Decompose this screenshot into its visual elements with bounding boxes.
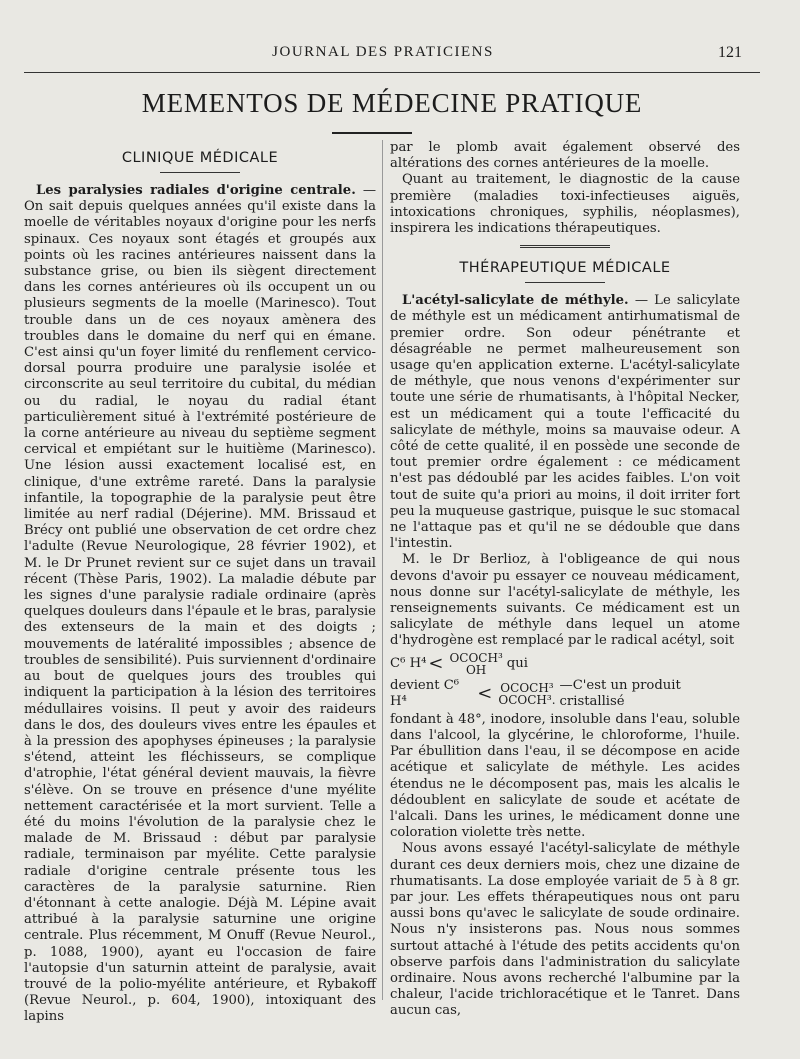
- berlioz-paragraph: M. le Dr Berlioz, à l'obligeance de qui nous devons d'avoir pu essayer ce nouveau médicament, nous donne sur l'acétyl-salicylate de méthyle, les renseignements suivants. Ce médicament est un salicylate de méthyle dans lequel un atome d'hydrogène est remplacé par le radical acétyl, soit: [390, 552, 740, 649]
- column-divider: [382, 140, 383, 1000]
- properties-paragraph: fondant à 48°, inodore, insoluble dans l'eau, soluble dans l'alcool, la glycérine, le chloroforme, l'huile. Par ébullition dans l'eau, il se décompose en acide acétique et salicylate de méthyle. Les acides étendus ne le décomposent pas, mais les alcalis le dédoublent en salicylate de soude et acétate de l'alcali. Dans les urines, le médicament donne une coloration violette très nette.: [390, 711, 740, 841]
- formula-top: OCOCH³: [449, 650, 503, 665]
- formula-bottom: OCOCH³.: [498, 692, 556, 707]
- section-rule: [525, 282, 605, 283]
- left-column: [24, 140, 376, 1026]
- continued-paragraph: par le plomb avait également observé des altérations des cornes antérieures de la moelle.: [390, 140, 740, 172]
- article-body: — On sait depuis quelques années qu'il existe dans la moelle de véritables noyaux d'origine pour les nerfs spinaux. Ces noyaux sont étagés et groupés aux points où les racines antérieures naissent dans la substance grise, ou bien ils siègent directement dans les cornes antérieures où ils occupent un ou plusieurs segments de la moelle (Marinesco). Tout trouble dans un de ces noyaux amènera des troubles dans le domaine du nerf qui en émane. C'est ainsi qu'un foyer limité du renflement cervico-dorsal pourra produire une paralysie isolée et circonscrite au seul territoire du cubital, du médian ou du radial, le noyau du radial étant particulièrement situé à l'extrémité postérieure de la corne antérieure au niveau du septième segment cervical et empiétant sur le huitième (Marinesco). Une lésion aussi exactement localisé est, en clinique, d'une extrême rareté. Dans la paralysie infantile, la topographie de la paralysie peut être limitée au nerf radial (Déjerine). MM. Brissaud et Brécy ont publié une observation de cet ordre chez l'adulte (Revue Neurologique, 28 février 1902), et M. le Dr Prunet revient sur ce sujet dans un travail récent (Thèse Paris, 1902). La maladie débute par les signes d'une paralysie radiale ordinaire (après quelques douleurs dans l'épaule et le bras, paralysie des extenseurs de la main et des doigts ; mouvements de latéralité impossibles ; absence de troubles de sensibilité). Puis surviennent d'ordinaire au bout de quelques jours des troubles qui indiquent la participation à la lésion des territoires médullaires voisins. Il peut y avoir des raideurs dans le dos, des douleurs vives entre les épaules et à la pression des apophyses épineuses ; la paralysie s'étend, atteint les fléchisseurs, se complique d'atrophie, l'état général devient mauvais, la fièvre s'élève. On se trouve en présence d'une myélite nettement caractérisée et la mort survient. Telle a été du moins l'évolution de la paralysie chez le malade de M. Brissaud : début par paralysie radiale, terminaison par myélite. Cette paralysie radiale d'origine centrale présente tous les caractères de la paralysie saturnine. Rien d'étonnant à cette analogie. Déjà M. Lépine avait attribué à la paralysie saturnine une origine centrale. Plus récemment, M Onuff (Revue Neurol., p. 1088, 1900), ayant eu l'occasion de faire l'autopsie d'un saturnin atteint de paralysie, avait trouvé de la polio-myélite antérieure, et Rybakoff (Revue Neurol., p. 604, 1900), intoxiquant des lapins: [24, 183, 376, 1025]
- article-title-acetyl: L'acétyl-salicylate de méthyle.: [402, 293, 629, 309]
- formula-suffix: —C'est un produit cristallisé: [559, 677, 681, 709]
- section-rule: [160, 172, 240, 173]
- header-rule: [24, 72, 760, 73]
- running-header: [24, 44, 742, 68]
- formula-line-1: [390, 652, 740, 676]
- journal-title: JOURNAL DES PRATICIENS: [272, 44, 494, 60]
- page-number: 121: [718, 44, 742, 61]
- right-column: [390, 140, 740, 1020]
- section-title-clinique: CLINIQUE MÉDICALE: [121, 150, 279, 166]
- less-than-sign: <: [477, 682, 493, 704]
- article-paralysies: [24, 183, 376, 1026]
- formula-fraction: [449, 652, 502, 676]
- page-title: MEMENTOS DE MÉDECINE PRATIQUE: [141, 88, 643, 118]
- article-acetyl: [390, 293, 740, 552]
- formula-suffix: qui: [506, 655, 528, 671]
- less-than-sign: <: [428, 652, 444, 674]
- treatment-paragraph: Quant au traitement, le diagnostic de la cause première (maladies toxi-infectieuses aiguës, intoxications chroniques, syphilis, néoplasmes), inspirera les indications thérapeutiques.: [390, 172, 740, 237]
- title-rule: [332, 132, 412, 134]
- formula-base: C⁶ H⁴: [390, 655, 427, 671]
- trial-paragraph: Nous avons essayé l'acétyl-salicylate de méthyle durant ces deux derniers mois, chez une dizaine de rhumatisants. La dose employée variait de 5 à 8 gr. par jour. Les effets thérapeutiques nous ont paru aussi bons qu'avec le salicylate de soude ordinaire. Nous n'y insisterons pas. Nous nous sommes surtout attaché à l'étude des petits accidents qu'on observe parfois dans l'administration du salicylate ordinaire. Nous avons recherché l'albumine par la chaleur, l'acide trichloracétique et le Tanret. Dans aucun cas,: [390, 841, 740, 1019]
- formula-bottom: OH: [465, 662, 487, 677]
- article-body: — Le salicylate de méthyle est un médicament antirhumatismal de premier ordre. Son odeur pénétrante et désagréable ne permet malheureusement son usage qu'en application externe. L'acétyl-salicylate de méthyle, que nous venons d'expérimenter sur toute une série de rhumatisants, à l'hôpital Necker, est un médicament qui a toute l'efficacité du salicylate de méthyle, moins sa mauvaise odeur. A côté de cette qualité, il en possède une seconde de tout premier ordre également : ce médicament n'est pas dédoublé par les acides faibles. L'on voit tout de suite qu'a priori au moins, il doit irriter fort peu la muqueuse gastrique, puisque le suc stomacal ne l'attaque pas et qu'il ne se dédouble que dans l'intestin.: [390, 293, 740, 552]
- formula-fraction: [498, 682, 555, 706]
- section-title-therapeutique: THÉRAPEUTIQUE MÉDICALE: [459, 260, 671, 277]
- formula-line-2: [390, 678, 740, 710]
- double-rule: [520, 245, 610, 250]
- article-title-paralysies: Les paralysies radiales d'origine centrale.: [36, 183, 356, 198]
- formula-top: OCOCH³: [500, 680, 554, 695]
- formula-prefix: devient C⁶ H⁴: [390, 677, 460, 709]
